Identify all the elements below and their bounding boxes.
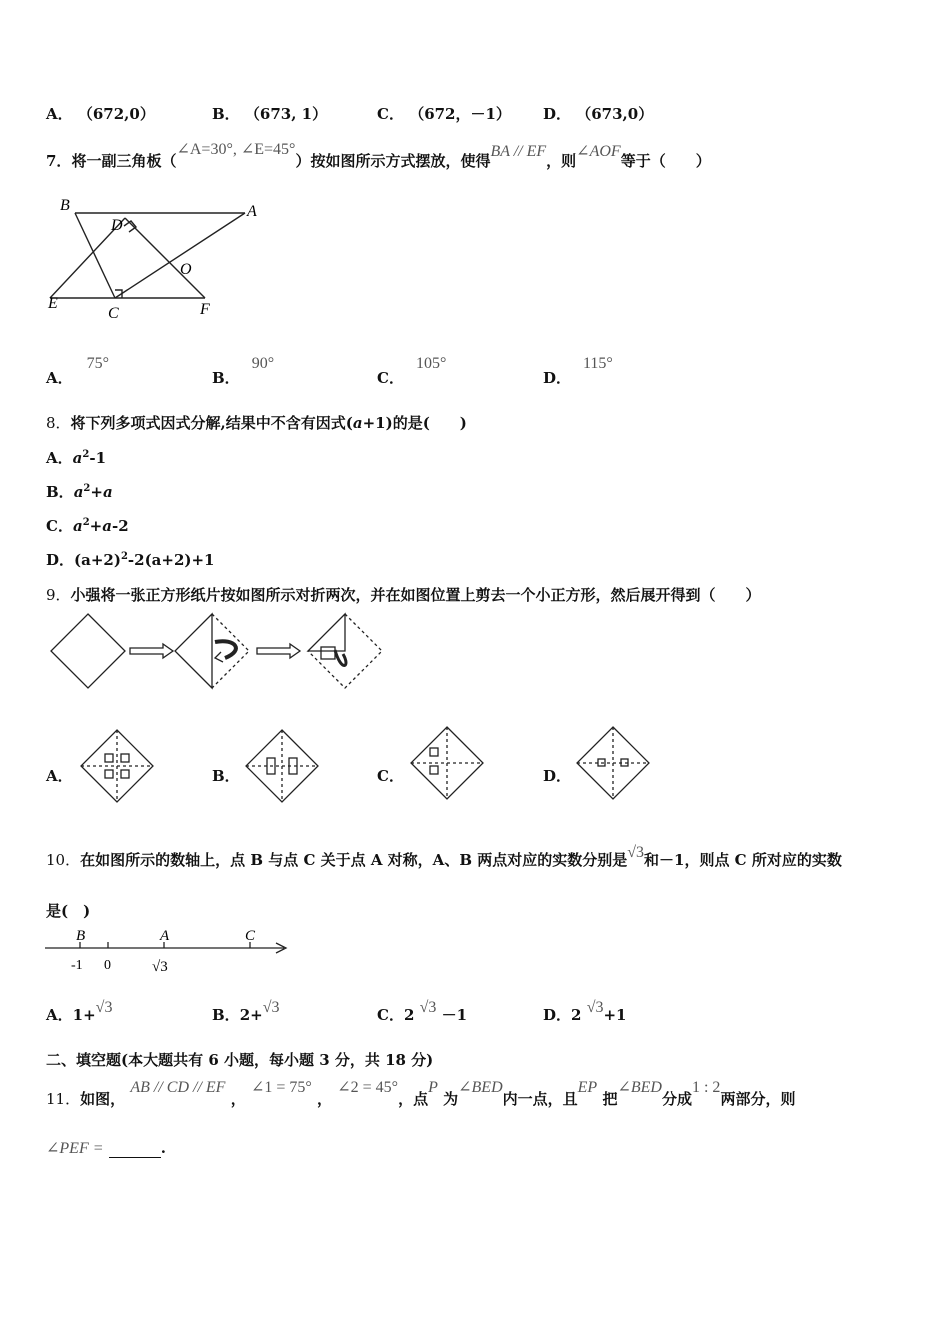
tick-label-sqrt3: √3 bbox=[152, 959, 168, 975]
label-E: E bbox=[48, 295, 58, 312]
q10-stem-line1: 10．在如图所示的数轴上，点 B 与点 C 关于点 A 对称，A、B 两点对应的实数分别是√3和－1，则点 C 所对应的实数 bbox=[46, 844, 842, 869]
q10-number-line bbox=[40, 925, 295, 980]
axis-label-C: C bbox=[245, 928, 256, 944]
cut-square bbox=[321, 647, 335, 659]
quarter-folded bbox=[308, 614, 345, 651]
fold-dashed-1 bbox=[212, 614, 249, 688]
tick-label-neg1: -1 bbox=[71, 958, 83, 973]
q7-figure bbox=[40, 190, 270, 325]
half-folded bbox=[175, 614, 212, 688]
q9-option-a-figure bbox=[78, 727, 156, 805]
q8-option-b: B．$a^2+a$ bbox=[46, 483, 113, 501]
q8-option-c: C．$a^2+a-2$ bbox=[46, 517, 129, 535]
label-O: O bbox=[180, 261, 192, 278]
axis-label-A: A bbox=[160, 928, 170, 944]
q7-stem: 7．将一副三角板（∠A=30°, ∠E=45°）按如图所示方式摆放，使得BA // EF，则∠AOF等于（ ） bbox=[46, 141, 711, 170]
q10-stem-line2: 是( ) bbox=[46, 902, 91, 920]
q10-option-a: A．1+√3 bbox=[46, 999, 113, 1024]
q8-option-a: A．$a^2-1$ bbox=[46, 449, 107, 467]
q9-option-d-figure bbox=[574, 724, 652, 802]
q9-stem: 9．小强将一张正方形纸片按如图所示对折两次，并在如图位置上剪去一个小正方形，然后展开得到（ ） bbox=[46, 586, 761, 604]
label-A: A bbox=[247, 203, 257, 220]
line-DF bbox=[125, 218, 205, 298]
axis-label-B: B bbox=[76, 928, 86, 944]
section-2-title: 二、填空题(本大题共有 6 小题，每小题 3 分，共 18 分) bbox=[46, 1051, 434, 1069]
arrow-2 bbox=[257, 644, 300, 658]
q6-option-b: B． （673, 1） bbox=[212, 105, 328, 123]
square-paper bbox=[51, 614, 125, 688]
q10-option-d: D．2 √3+1 bbox=[543, 999, 627, 1024]
q7-option-b: B．90° bbox=[212, 355, 275, 387]
q8-stem: 8．将下列多项式因式分解,结果中不含有因式(a+1)的是( ) bbox=[46, 414, 467, 432]
q9-option-d: D． bbox=[543, 767, 572, 785]
q10-option-c: C．2 √3 －1 bbox=[377, 999, 468, 1024]
q9-option-b-figure bbox=[243, 727, 321, 805]
label-B: B bbox=[60, 197, 70, 214]
answer-blank[interactable] bbox=[109, 1143, 161, 1158]
q6-option-c: C． （672，－1） bbox=[377, 105, 511, 123]
q9-option-b: B． bbox=[212, 767, 240, 785]
q6-option-d: D． （673,0） bbox=[543, 105, 654, 123]
q9-folding-figure bbox=[45, 610, 390, 695]
label-C: C bbox=[108, 305, 119, 322]
tick-label-0: 0 bbox=[104, 958, 111, 973]
q11-stem: 11．如图， AB // CD // EF ， ∠1 = 75° ， ∠2 = 45°，点P 为∠BED内一点，且EP 把∠BED分成1 : 2两部分，则 bbox=[46, 1079, 796, 1108]
q8-option-d: D．$(a+2)^2-2(a+2)+1$ bbox=[46, 551, 215, 569]
q7-option-d: D．115° bbox=[543, 355, 613, 387]
q9-option-c-figure bbox=[408, 724, 486, 802]
q11-answer-line: ∠PEF = . bbox=[46, 1139, 166, 1157]
line-BC bbox=[75, 213, 115, 298]
q9-option-c: C． bbox=[377, 767, 404, 785]
q10-option-b: B．2+√3 bbox=[212, 999, 280, 1024]
q6-option-a: A． （672,0） bbox=[46, 105, 155, 123]
q7-option-a: A．75° bbox=[46, 355, 110, 387]
label-D: D bbox=[111, 217, 123, 234]
arrow-1 bbox=[130, 644, 173, 658]
q7-option-c: C．105° bbox=[377, 355, 447, 387]
q9-option-a: A． bbox=[46, 767, 73, 785]
label-F: F bbox=[200, 301, 210, 318]
